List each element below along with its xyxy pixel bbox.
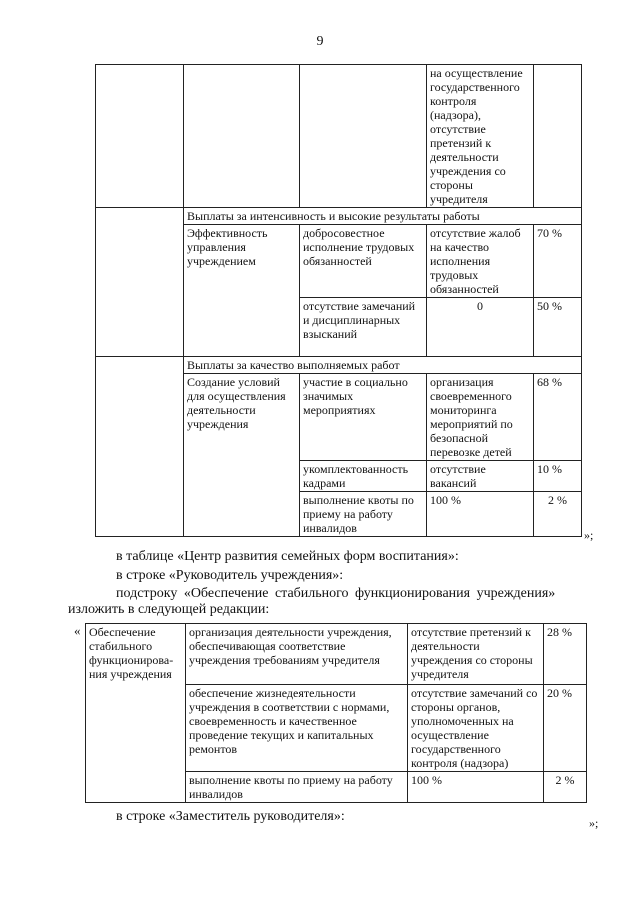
closing-quote: »; — [589, 816, 599, 830]
paragraph: подстроку «Обеспечение стабильного функционирования учреждения» — [116, 586, 556, 601]
percent-cell: 2 % — [544, 772, 587, 803]
page-number: 9 — [316, 34, 324, 49]
condition-cell: укомплектованность кадрами — [300, 461, 427, 492]
indicator-cell: организация своевременного мониторинга мероприятий по безопасной перевозке детей — [427, 374, 534, 461]
payments-table-2 — [85, 623, 587, 803]
table-cell — [184, 65, 300, 208]
table-cell — [96, 208, 184, 225]
indicator-cell: 100 % — [408, 772, 544, 803]
indicator-cell: 100 % — [427, 492, 534, 537]
paragraph: в строке «Заместитель руководителя»: — [116, 809, 345, 824]
condition-cell: отсутствие замечаний и дисциплинарных взысканий — [300, 298, 427, 357]
table-cell — [96, 374, 184, 537]
percent-cell: 28 % — [544, 624, 587, 685]
table-row — [96, 225, 582, 298]
condition-cell: организация деятельности учреждения, обеспечивающая соответствие учреждения требованиям учредителя — [186, 624, 408, 685]
table-row — [86, 624, 587, 685]
indicator-cell: 0 — [427, 298, 534, 357]
paragraph: изложить в следующей редакции: — [68, 602, 270, 617]
percent-cell: 10 % — [534, 461, 582, 492]
criterion-cell: Эффективность управления учреждением — [184, 225, 300, 357]
percent-cell: 50 % — [534, 298, 582, 357]
section-title: Выплаты за качество выполняемых работ — [184, 357, 582, 374]
table-row — [96, 374, 582, 461]
table-cell — [534, 65, 582, 208]
percent-cell: 2 % — [534, 492, 582, 537]
condition-cell: участие в социально значимых мероприятиях — [300, 374, 427, 461]
indicator-cell: отсутствие вакансий — [427, 461, 534, 492]
indicator-cell: отсутствие жалоб на качество исполнения трудовых обязанностей — [427, 225, 534, 298]
paragraph: в строке «Руководитель учреждения»: — [116, 568, 344, 583]
percent-cell: 70 % — [534, 225, 582, 298]
table-row — [96, 65, 582, 208]
indicator-cell: отсутствие замечаний со стороны органов, уполномоченных на осуществление государственного контроля (надзора) — [408, 685, 544, 772]
table-cell — [96, 225, 184, 357]
percent-cell: 20 % — [544, 685, 587, 772]
table-row — [96, 208, 582, 225]
table-row — [96, 357, 582, 374]
table-cell-indicator: на осуществление государственного контроля (надзора), отсутствие претензий к деятельности учреждения со стороны учредителя — [427, 65, 534, 208]
closing-quote: »; — [584, 528, 594, 542]
criterion-cell: Создание условий для осуществления деятельности учреждения — [184, 374, 300, 537]
criterion-cell: Обеспечение стабильного функционирова-ния учреждения — [86, 624, 186, 803]
opening-quote: « — [74, 623, 81, 638]
condition-cell: выполнение квоты по приему на работу инвалидов — [186, 772, 408, 803]
condition-cell: выполнение квоты по приему на работу инвалидов — [300, 492, 427, 537]
condition-cell: обеспечение жизнедеятельности учреждения в соответствии с нормами, своевременность и качественное проведение текущих и капитальных ремонтов — [186, 685, 408, 772]
table-cell — [96, 357, 184, 374]
table-cell — [300, 65, 427, 208]
section-title: Выплаты за интенсивность и высокие результаты работы — [184, 208, 582, 225]
payments-table-1 — [95, 64, 582, 537]
condition-cell: добросовестное исполнение трудовых обязанностей — [300, 225, 427, 298]
table-cell — [96, 65, 184, 208]
percent-cell: 68 % — [534, 374, 582, 461]
paragraph: в таблице «Центр развития семейных форм воспитания»: — [116, 549, 459, 564]
indicator-cell: отсутствие претензий к деятельности учреждения со стороны учредителя — [408, 624, 544, 685]
